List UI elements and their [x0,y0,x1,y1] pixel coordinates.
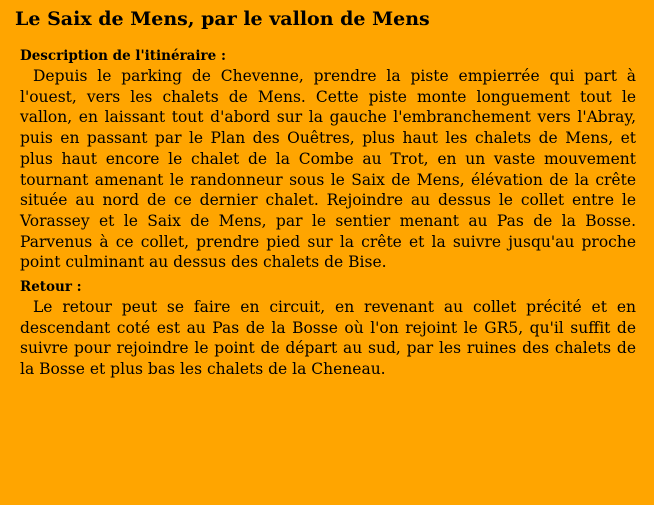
retour-paragraph: Le retour peut se faire en circuit, en revenant au collet précité et en descendant coté est au Pas de la Bosse où l'on rejoint le GR5, qu'il suffit de suivre pour rejoindre le point de départ au sud, par les ruines des chalets de la Bosse et plus bas les chalets de la Cheneau. [20,298,636,379]
description-heading: Description de l'itinéraire : [20,48,226,64]
page-title: Le Saix de Mens, par le vallon de Mens [15,8,430,30]
retour-heading: Retour : [20,279,82,296]
description-paragraph: Depuis le parking de Chevenne, prendre la piste empierrée qui part à l'ouest, vers les chalets de Mens. Cette piste monte longuement tout le vallon, en laissant tout d'abord sur la gauche l'embranchement vers l'Abray, puis en passant par le Plan des Ouêtres, plus haut les chalets de Mens, et plus haut encore le chalet de la Combe au Trot, en un vaste mouvement tournant amenant le randonneur sous le Saix de Mens, élévation de la crête située au nord de ce dernier chalet. Rejoindre au dessus le collet entre le Vorassey et le Saix de Mens, par le sentier menant au Pas de la Bosse. Parvenus à ce collet, prendre pied sur la crête et la suivre jusqu'au proche point culminant au dessus des chalets de Bise. [20,67,636,272]
